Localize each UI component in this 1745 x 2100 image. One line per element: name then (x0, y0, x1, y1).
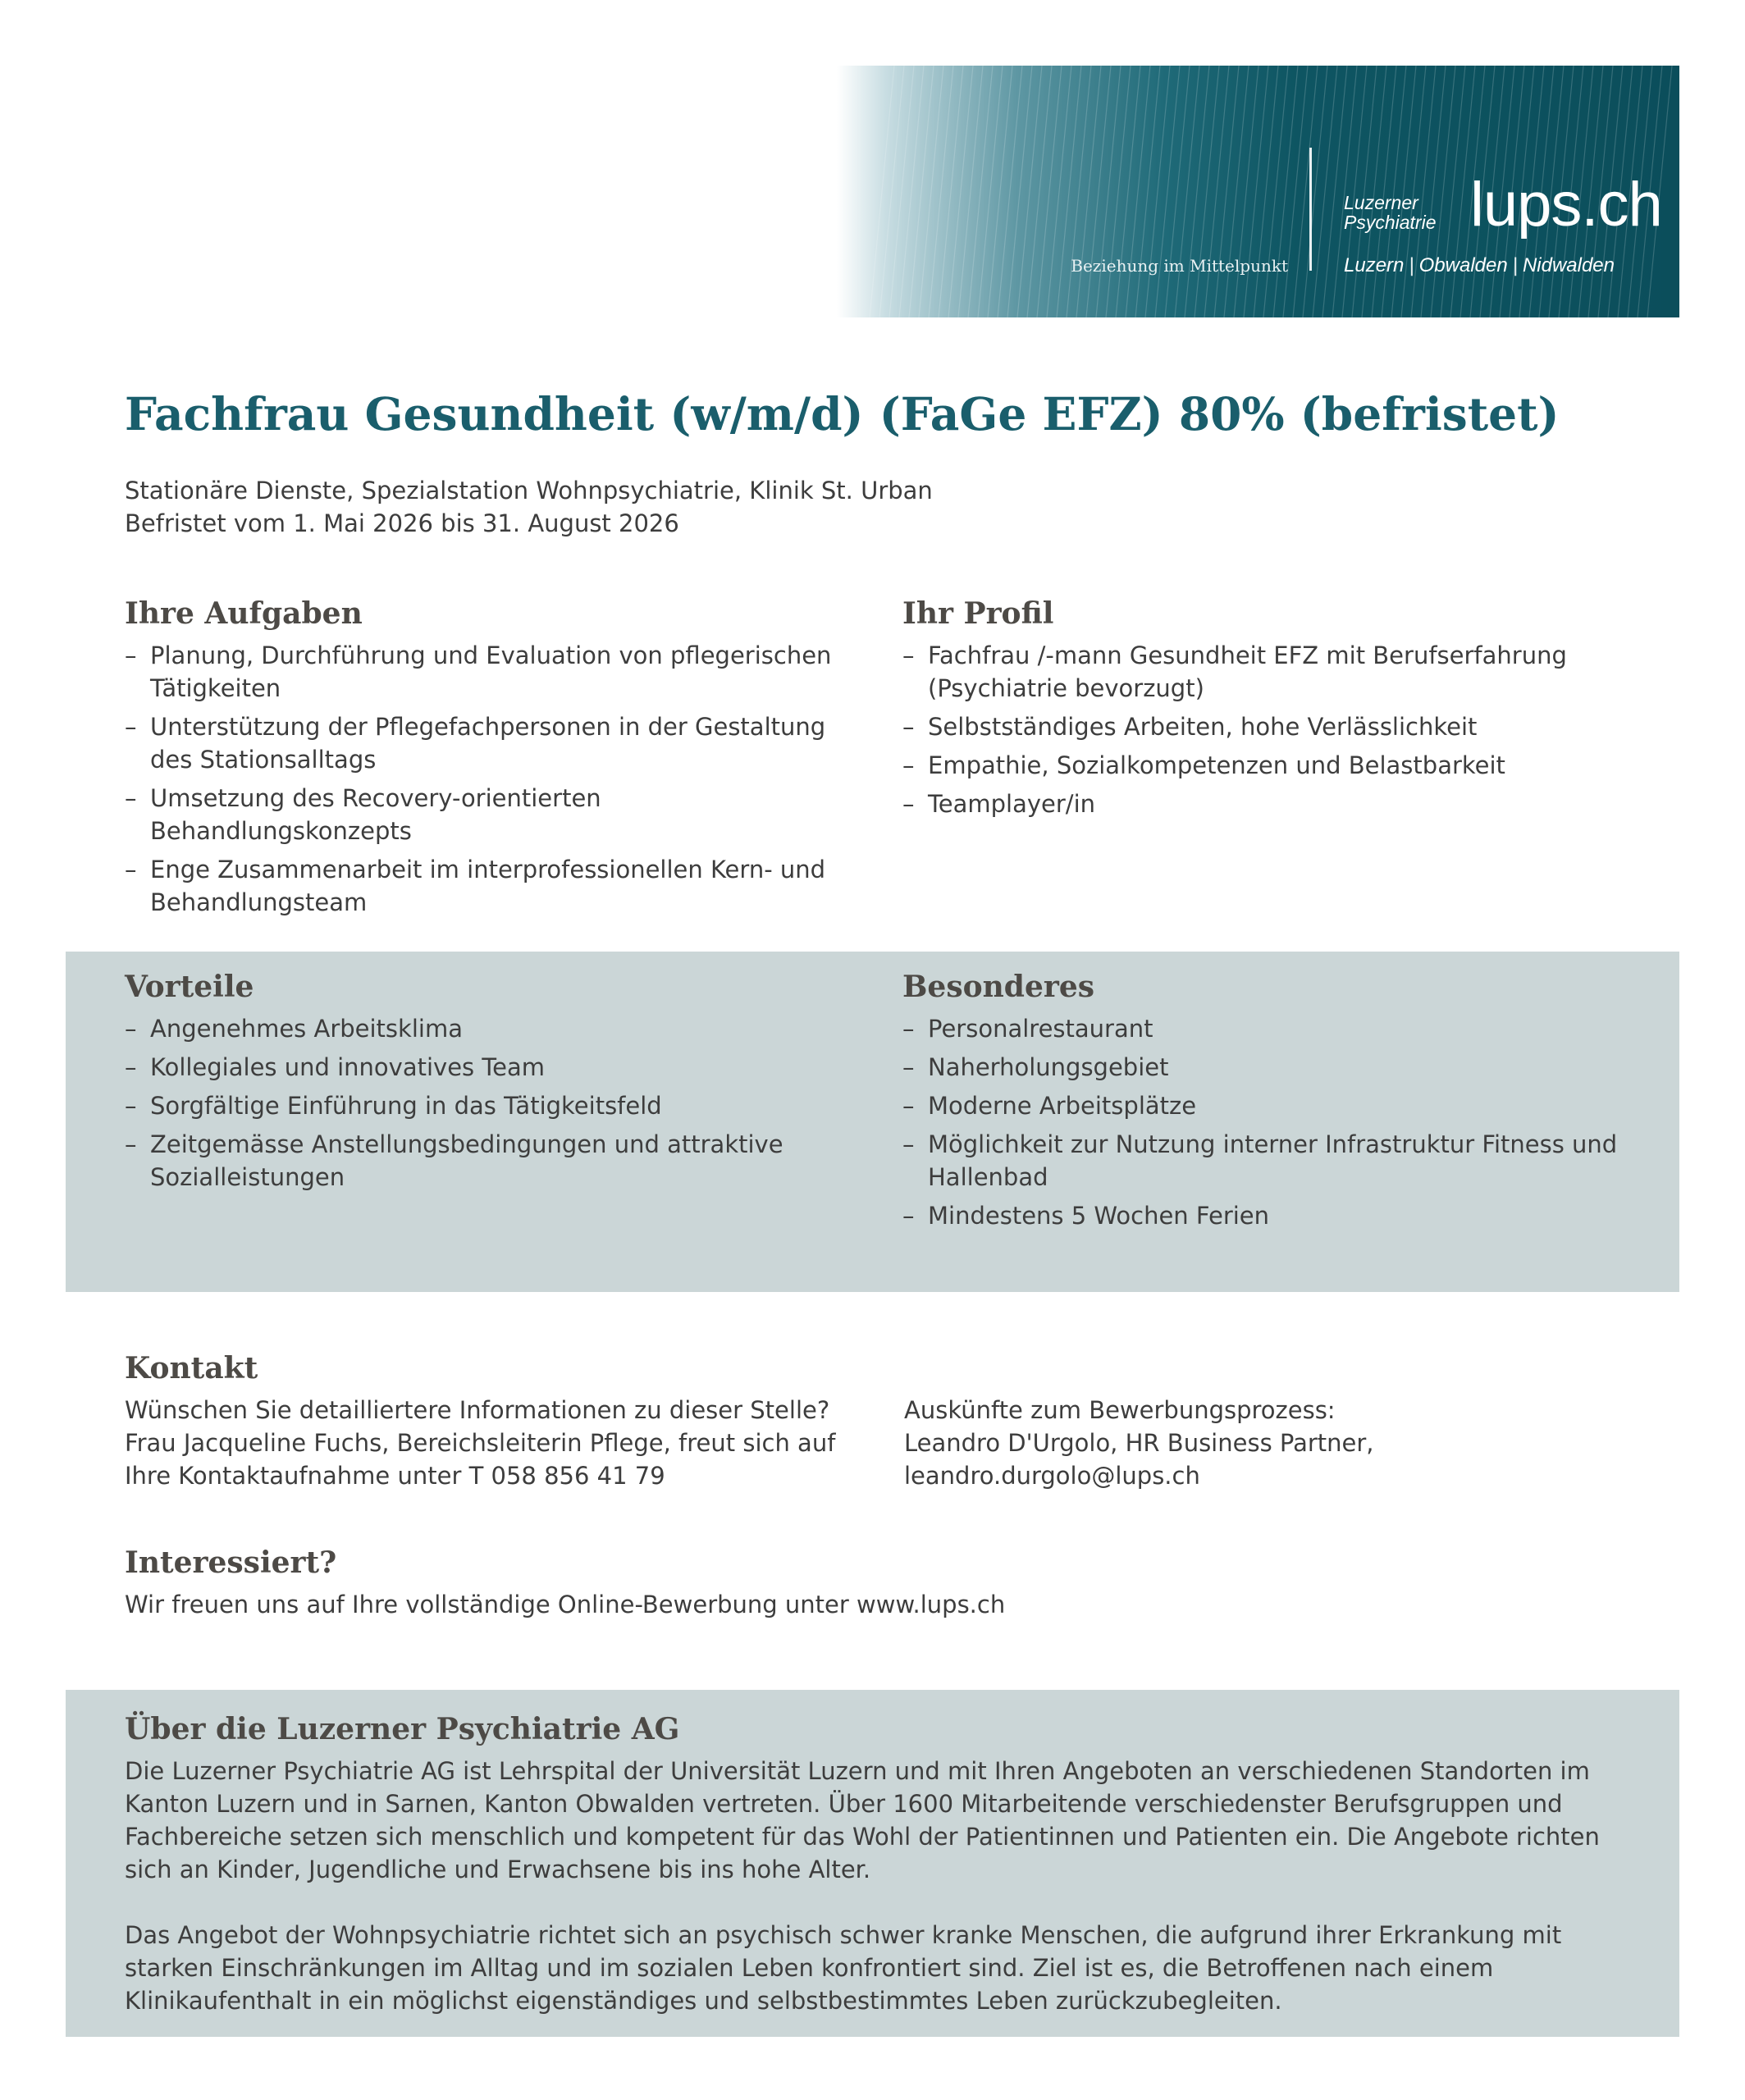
bewerbung-line: Leandro D'Urgolo, HR Business Partner, (904, 1429, 1374, 1457)
list-item: – Selbstständiges Arbeiten, hohe Verlässlichkeit (902, 710, 1624, 743)
region-separator: | (1512, 254, 1518, 276)
region-luzern: Luzern (1344, 254, 1405, 276)
list-item: – Empathie, Sozialkompetenzen und Belastbarkeit (902, 749, 1624, 782)
list-item: – Angenehmes Arbeitsklima (125, 1012, 847, 1045)
section-profil (902, 595, 1624, 826)
banner-divider (1309, 148, 1312, 271)
header-banner (837, 66, 1679, 317)
list-item: – Naherholungsgebiet (902, 1051, 1624, 1084)
job-department: Stationäre Dienste, Spezialstation Wohnpsychiatrie, Klinik St. Urban (125, 477, 933, 504)
section-about (125, 1710, 1626, 2017)
kontakt-phone-line: Ihre Kontaktaufnahme unter T 058 856 41 79 (125, 1462, 665, 1490)
section-bewerbung-kontakt (904, 1394, 1626, 1492)
job-title: Fachfrau Gesundheit (w/m/d) (FaGe EFZ) 80% (befristet) (125, 387, 1560, 441)
interessiert-heading: Interessiert? (125, 1545, 337, 1580)
list-item: – Teamplayer/in (902, 788, 1624, 820)
about-paragraph: Die Luzerner Psychiatrie AG ist Lehrspital der Universität Luzern und mit Ihren Angeboten an verschiedenen Standorten im Kanton Luzern und in Sarnen, Kanton Obwalden vertreten. Über 1600 Mitarbeitende verschiedenster Berufsgruppen und Fachbereiche setzen sich menschlich und kompetent für das Wohl der Patientinnen und Patienten ein. Die Angebote richten sich an Kinder, Jugendliche und Erwachsene bis ins hohe Alter. (125, 1757, 1600, 1883)
brand-domain: lups.ch (1470, 170, 1662, 240)
vorteile-list (125, 1012, 847, 1194)
section-besonderes (902, 968, 1624, 1238)
kontakt-heading: Kontakt (125, 1351, 258, 1386)
list-item: – Fachfrau /-mann Gesundheit EFZ mit Berufserfahrung (Psychiatrie bevorzugt) (902, 639, 1624, 705)
region-nidwalden: Nidwalden (1522, 254, 1615, 276)
aufgaben-heading: Ihre Aufgaben (125, 596, 363, 631)
vorteile-heading: Vorteile (125, 970, 254, 1004)
bewerbung-line: Auskünfte zum Bewerbungsprozess: (904, 1396, 1336, 1424)
list-item: – Unterstützung der Pflegefachpersonen in der Gestaltung des Stationsalltags (125, 710, 847, 776)
bewerbung-info (904, 1394, 1626, 1492)
list-item: – Enge Zusammenarbeit im interprofessionellen Kern- und Behandlungsteam (125, 853, 847, 919)
list-item: – Zeitgemässe Anstellungsbedingungen und attraktive Sozialleistungen (125, 1128, 847, 1194)
application-link-text: Wir freuen uns auf Ihre vollständige Online-Bewerbung unter www.lups.ch (125, 1591, 1006, 1618)
aufgaben-list (125, 639, 847, 919)
section-vorteile (125, 968, 847, 1199)
section-aufgaben (125, 595, 847, 924)
banner-tagline: Beziehung im Mittelpunkt (1071, 256, 1288, 276)
about-paragraph: Das Angebot der Wohnpsychiatrie richtet sich an psychisch schwer kranke Menschen, die aufgrund ihrer Erkrankung mit starken Einschränkungen im Alltag und im sozialen Leben konfrontiert sind. Ziel ist es, die Betroffenen nach einem Klinikaufenthalt in ein möglichst eigenständiges und selbstbestimmtes Leben zurückzubegleiten. (125, 1921, 1562, 2015)
profil-list (902, 639, 1624, 820)
besonderes-heading: Besonderes (902, 970, 1094, 1004)
brand-regions (1344, 254, 1615, 277)
interessiert-text (125, 1588, 1355, 1621)
section-kontakt (125, 1349, 863, 1492)
list-item: – Möglichkeit zur Nutzung interner Infrastruktur Fitness und Hallenbad (902, 1128, 1624, 1194)
list-item: – Personalrestaurant (902, 1012, 1624, 1045)
list-item: – Planung, Durchführung und Evaluation von pflegerischen Tätigkeiten (125, 639, 847, 705)
profil-heading: Ihr Profil (902, 596, 1054, 631)
section-interessiert (125, 1544, 1355, 1621)
list-item: – Mindestens 5 Wochen Ferien (902, 1199, 1624, 1232)
brand-name (1344, 193, 1459, 232)
kontakt-line: Frau Jacqueline Fuchs, Bereichsleiterin Pflege, freut sich auf (125, 1429, 836, 1457)
region-obwalden: Obwalden (1418, 254, 1508, 276)
job-period: Befristet vom 1. Mai 2026 bis 31. August 2026 (125, 509, 679, 537)
kontakt-info (125, 1394, 863, 1492)
list-item: – Moderne Arbeitsplätze (902, 1089, 1624, 1122)
job-subtitle (125, 474, 1355, 540)
about-heading: Über die Luzerner Psychiatrie AG (125, 1712, 680, 1746)
brand-name-line1: Luzerner (1344, 192, 1418, 213)
region-separator: | (1409, 254, 1414, 276)
hr-email-link[interactable]: leandro.durgolo@lups.ch (904, 1462, 1200, 1490)
list-item: – Sorgfältige Einführung in das Tätigkeitsfeld (125, 1089, 847, 1122)
brand-name-line2: Psychiatrie (1344, 212, 1437, 233)
list-item: – Kollegiales und innovatives Team (125, 1051, 847, 1084)
kontakt-line: Wünschen Sie detailliertere Informationen zu dieser Stelle? (125, 1396, 830, 1424)
besonderes-list (902, 1012, 1624, 1232)
list-item: – Umsetzung des Recovery-orientierten Behandlungskonzepts (125, 782, 847, 847)
